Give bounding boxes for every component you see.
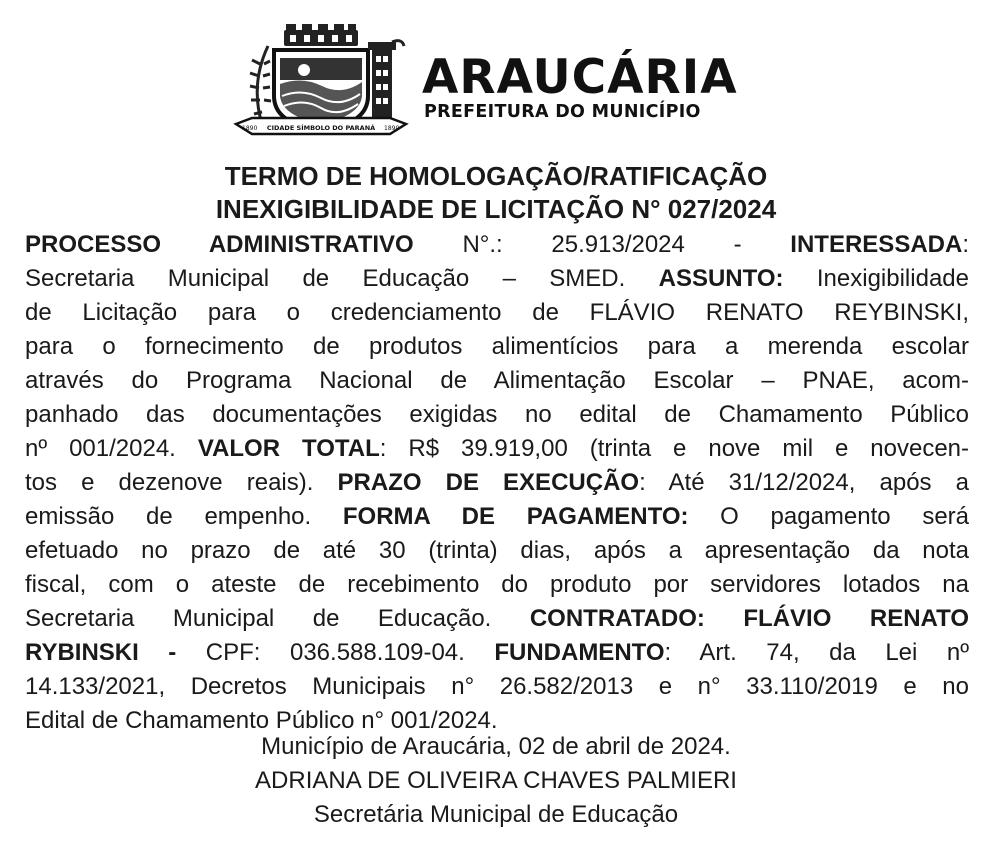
brand-block — [422, 50, 738, 122]
body-text-segment: fiscal, com o ateste de recebimento do produto por servidores lotados na — [25, 571, 969, 598]
body-line — [25, 670, 969, 704]
body-bold-segment: CONTRATADO: FLÁVIO RENATO — [529, 605, 969, 632]
signatory-name: ADRIANA DE OLIVEIRA CHAVES PALMIERI — [255, 767, 737, 794]
body-text-segment: N°.: 25.913/2024 - — [413, 231, 791, 258]
document-title: TERMO DE HOMOLOGAÇÃO/RATIFICAÇÃO — [224, 161, 768, 191]
body-bold-segment: ASSUNTO: — [658, 265, 784, 292]
body-line — [25, 636, 969, 670]
body-line — [25, 602, 969, 636]
municipal-coat-of-arms-icon — [232, 24, 410, 140]
body-line — [25, 432, 969, 466]
body-line — [25, 534, 969, 568]
body-line — [25, 296, 969, 330]
body-bold-segment: RYBINSKI - — [25, 639, 177, 666]
body-bold-segment: PRAZO DE EXECUÇÃO — [337, 469, 640, 496]
body-text-segment: CPF: 036.588.109-04. — [176, 639, 495, 666]
body-bold-segment: FORMA DE PAGAMENTO: — [342, 503, 689, 530]
body-text-segment: 14.133/2021, Decretos Municipais n° 26.582/2013 e n° 33.110/2019 e no — [25, 673, 969, 700]
body-text-segment: para o fornecimento de produtos alimentícios para a merenda escolar — [25, 333, 969, 360]
body-bold-segment: INTERESSADA — [790, 231, 963, 258]
body-line — [25, 568, 969, 602]
body-bold-segment: FUNDAMENTO — [494, 639, 665, 666]
body-text-segment: : R$ 39.919,00 (trinta e nove mil e novecen- — [379, 435, 970, 462]
body-text-segment: Secretaria Municipal de Educação. — [25, 605, 530, 632]
body-line — [25, 466, 969, 500]
body-text-segment: tos e dezenove reais). — [25, 469, 338, 496]
body-text-segment: O pagamento será — [688, 503, 970, 530]
brand-subtitle: PREFEITURA DO MUNICÍPIO — [424, 102, 701, 122]
body-text-segment: : — [962, 231, 969, 258]
body-text-segment: Inexigibilidade — [783, 265, 969, 292]
body-text-segment: : Art. 74, da Lei nº — [664, 639, 969, 666]
body-text-segment: panhado das documentações exigidas no edital de Chamamento Público — [25, 401, 969, 428]
body-line — [25, 500, 969, 534]
crest-year-left: 1890 — [242, 125, 258, 132]
body-text-segment: de Licitação para o credenciamento de FLÁVIO RENATO REYBINSKI, — [25, 299, 969, 326]
body-line — [25, 262, 969, 296]
body-text-segment: através do Programa Nacional de Alimentação Escolar – PNAE, acom- — [25, 367, 969, 394]
letterhead — [232, 24, 772, 142]
body-text-segment: emissão de empenho. — [25, 503, 343, 530]
signatory-role: Secretária Municipal de Educação — [313, 801, 679, 828]
body-text-segment: efetuado no prazo de até 30 (trinta) dias, após a apresentação da nota — [25, 537, 969, 564]
body-line — [25, 228, 969, 262]
body-line — [25, 364, 969, 398]
document-body — [25, 228, 969, 738]
body-text-segment: nº 001/2024. — [25, 435, 198, 462]
body-text-segment: Edital de Chamamento Público n° 001/2024. — [25, 707, 498, 734]
brand-name: ARAUCÁRIA — [422, 50, 738, 105]
signature-place-date: Município de Araucária, 02 de abril de 2024. — [261, 733, 731, 760]
body-bold-segment: PROCESSO ADMINISTRATIVO — [25, 231, 414, 258]
document-subtitle: INEXIGIBILIDADE DE LICITAÇÃO N° 027/2024 — [215, 194, 777, 224]
body-text-segment: : Até 31/12/2024, após a — [639, 469, 969, 496]
body-line — [25, 398, 969, 432]
crest-year-right: 1890 — [384, 125, 400, 132]
crest-motto: CIDADE SÍMBOLO DO PARANÁ — [266, 124, 376, 132]
body-line — [25, 330, 969, 364]
body-bold-segment: VALOR TOTAL — [197, 435, 380, 462]
body-text-segment: Secretaria Municipal de Educação – SMED. — [25, 265, 659, 292]
